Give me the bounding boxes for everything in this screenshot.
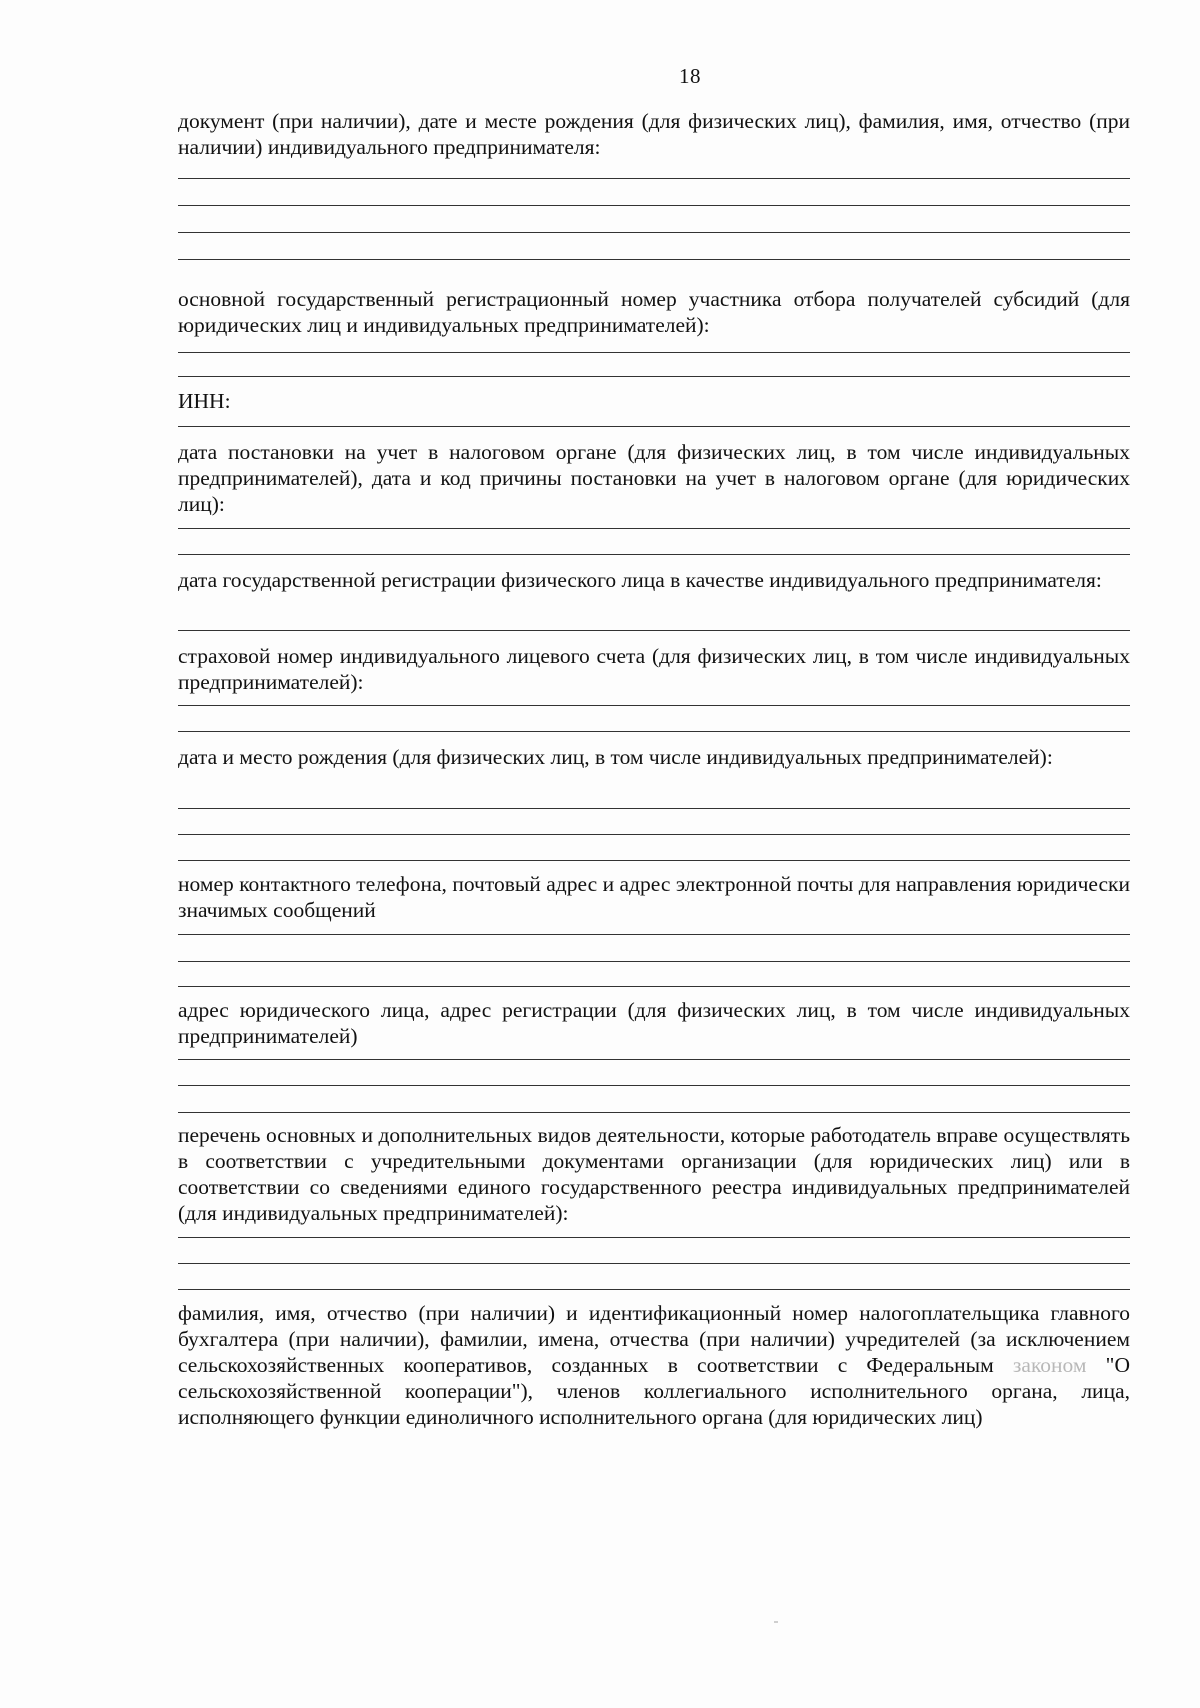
blank-line bbox=[178, 1263, 1130, 1264]
blank-line bbox=[178, 934, 1130, 935]
field-label-activity-types: перечень основных и дополнительных видов деятельности, которые работодатель вправе осуществлять в соответствии с учредительными документами организации (для юридических лиц) или в соответствии со сведениями единого государственного реестра индивидуальных предпринимателей (для индивидуальных предпринимателей): bbox=[178, 1123, 1130, 1225]
field-label-ip-registration-date: дата государственной регистрации физического лица в качестве индивидуального предпринимателя: bbox=[178, 568, 1102, 592]
field-label-contacts: номер контактного телефона, почтовый адрес и адрес электронной почты для направления юридически значимых сообщений bbox=[178, 872, 1130, 922]
blank-line bbox=[178, 860, 1130, 861]
blank-line bbox=[178, 630, 1130, 631]
blank-line bbox=[178, 554, 1130, 555]
blank-line bbox=[178, 1237, 1130, 1238]
blank-line bbox=[178, 705, 1130, 706]
blank-line bbox=[178, 528, 1130, 529]
blank-line bbox=[178, 834, 1130, 835]
scan-speck bbox=[774, 1621, 778, 1623]
blank-line bbox=[178, 1289, 1130, 1290]
field-label-birth-date-place: дата и место рождения (для физических лиц, в том числе индивидуальных предпринимателей): bbox=[178, 745, 1053, 769]
law-link[interactable]: законом bbox=[1012, 1353, 1087, 1377]
blank-line bbox=[178, 426, 1130, 427]
blank-line bbox=[178, 232, 1130, 233]
field-label-inn: ИНН: bbox=[178, 389, 231, 413]
blank-line bbox=[178, 1059, 1130, 1060]
blank-line bbox=[178, 352, 1130, 353]
text-before-link: фамилия, имя, отчество (при наличии) и идентификационный номер налогоплательщика главного бухгалтера (при наличии), фамилии, имена, отчества (при наличии) учредителей (за исключением сельскохозяйственных кооперативов, созданных в соответствии с Федеральным bbox=[178, 1301, 1130, 1377]
blank-line bbox=[178, 178, 1130, 179]
blank-line bbox=[178, 808, 1130, 809]
blank-line bbox=[178, 1112, 1130, 1113]
field-label-person-details: документ (при наличии), дате и месте рождения (для физических лиц), фамилия, имя, отчество (при наличии) индивидуального предпринимателя: bbox=[178, 109, 1130, 159]
field-label-snils: страховой номер индивидуального лицевого счета (для физических лиц, в том числе индивидуальных предпринимателей): bbox=[178, 644, 1130, 694]
blank-line bbox=[178, 986, 1130, 987]
page-number: 18 bbox=[679, 64, 701, 88]
text-after-link: "О сельскохозяйственной кооперации"), членов коллегиального исполнительного органа, лица, исполняющего функции единоличного исполнительного органа (для юридических лиц) bbox=[178, 1353, 1130, 1429]
field-label-address: адрес юридического лица, адрес регистрации (для физических лиц, в том числе индивидуальных предпринимателей) bbox=[178, 998, 1130, 1048]
blank-line bbox=[178, 961, 1130, 962]
field-label-accountant-founders bbox=[178, 1300, 1130, 1430]
field-label-ogrn: основной государственный регистрационный номер участника отбора получателей субсидий (для юридических лиц и индивидуальных предпринимателей): bbox=[178, 287, 1130, 337]
blank-line bbox=[178, 376, 1130, 377]
blank-line bbox=[178, 259, 1130, 260]
field-label-tax-registration: дата постановки на учет в налоговом органе (для физических лиц, в том числе индивидуальных предпринимателей), дата и код причины постановки на учет в налоговом органе (для юридических лиц): bbox=[178, 440, 1130, 516]
blank-line bbox=[178, 205, 1130, 206]
blank-line bbox=[178, 1085, 1130, 1086]
blank-line bbox=[178, 731, 1130, 732]
